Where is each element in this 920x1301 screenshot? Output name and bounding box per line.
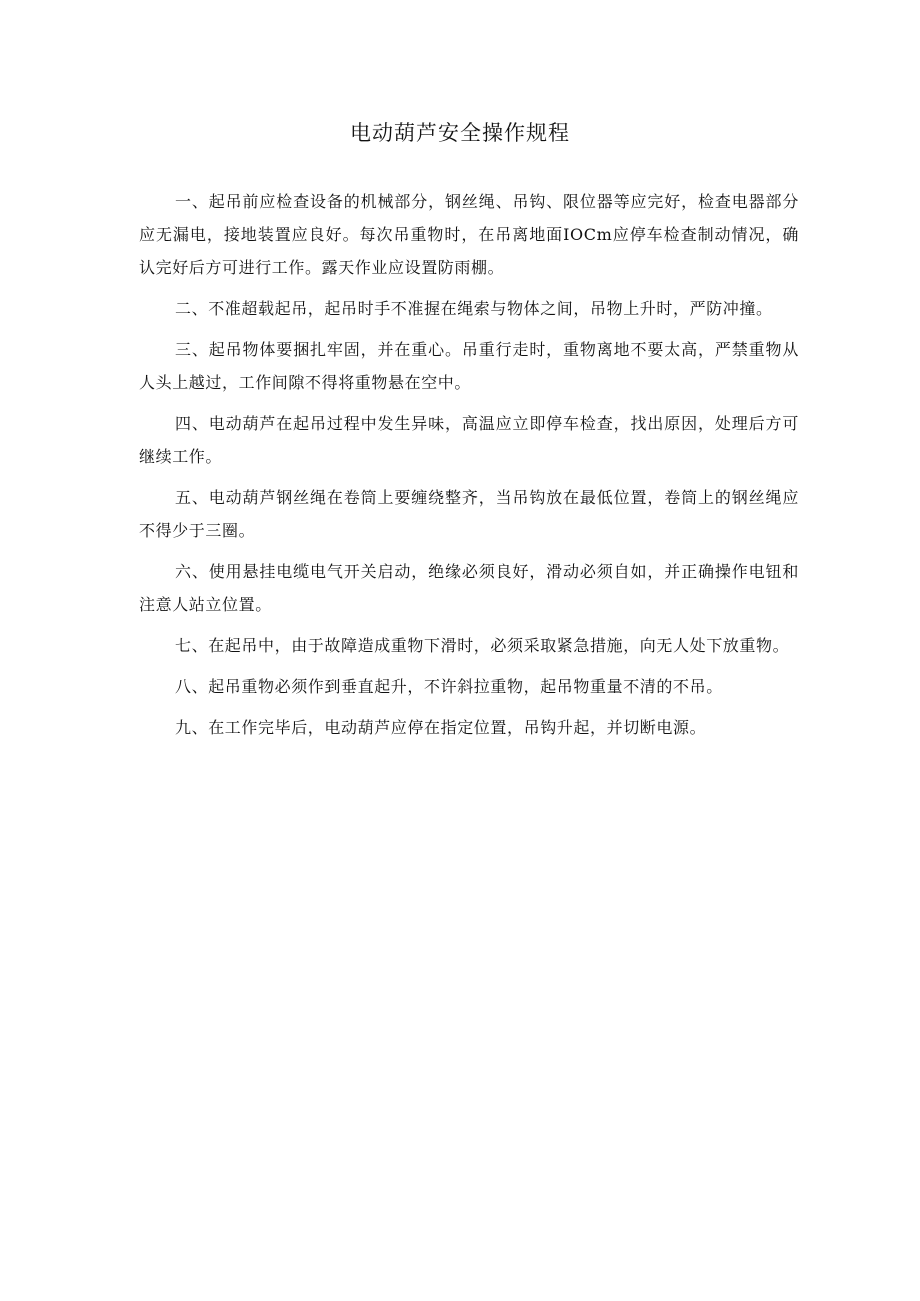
rule-paragraph-1: 一、起吊前应检查设备的机械部分，钢丝绳、吊钩、限位器等应完好，检查电器部分应无漏电，接地装置应良好。每次吊重物时，在吊离地面IOCm应停车检查制动情况，确认完好后方可进行工作。露天作业应设置防雨棚。 xyxy=(139,192,799,277)
rule-paragraph-3: 三、起吊物体要捆扎牢固，并在重心。吊重行走时，重物离地不要太高，严禁重物从人头上越过，工作间隙不得将重物悬在空中。 xyxy=(139,340,799,392)
rule-paragraph-5: 五、电动葫芦钢丝绳在卷筒上要缠绕整齐，当吊钩放在最低位置，卷筒上的钢丝绳应不得少于三圈。 xyxy=(139,488,799,540)
rule-paragraph-2: 二、不准超载起吊，起吊时手不准握在绳索与物体之间，吊物上升时，严防冲撞。 xyxy=(175,299,773,318)
rule-paragraph-8: 八、起吊重物必须作到垂直起升，不许斜拉重物，起吊物重量不清的不吊。 xyxy=(175,677,723,696)
document-title: 电动葫芦安全操作规程 xyxy=(350,121,570,145)
rule-paragraph-4: 四、电动葫芦在起吊过程中发生异味，高温应立即停车检查，找出原因，处理后方可继续工作。 xyxy=(139,414,799,466)
document-body xyxy=(139,185,799,752)
rule-paragraph-9: 九、在工作完毕后，电动葫芦应停在指定位置，吊钩升起，并切断电源。 xyxy=(175,718,707,737)
rule-paragraph-7: 七、在起吊中，由于故障造成重物下滑时，必须采取紧急措施，向无人处下放重物。 xyxy=(175,636,790,655)
rule-paragraph-6: 六、使用悬挂电缆电气开关启动，绝缘必须良好，滑动必须自如，并正确操作电钮和注意人站立位置。 xyxy=(139,562,799,614)
